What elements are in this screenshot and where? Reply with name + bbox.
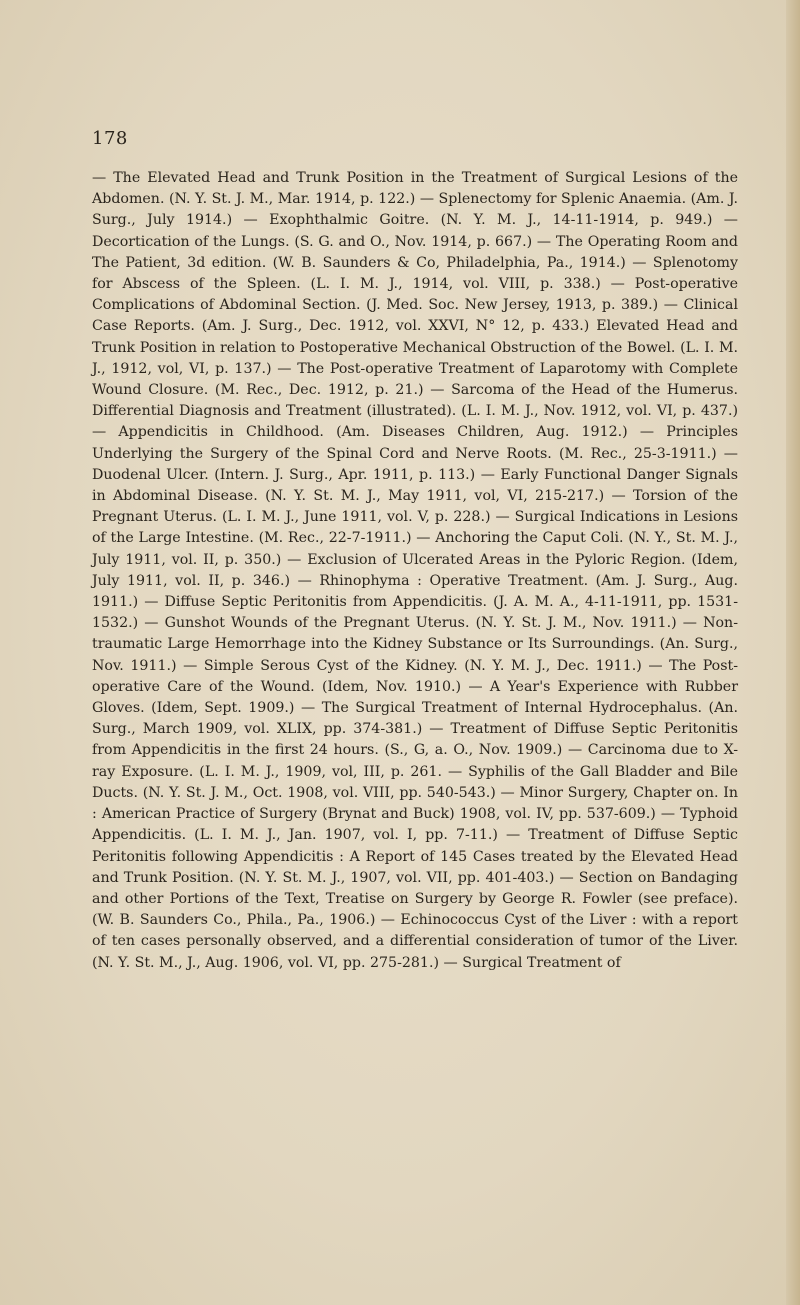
bibliography-text: — The Elevated Head and Trunk Position in the Treatment of Surgical Lesions of the Abdomen. (N. Y. St. J. M., Mar. 1914, p. 122.) — Splenectomy for Splenic Anaemia. (Am. J. Surg., July 1914.) — Exophthalmic Goitre. (N. Y. M. J., 14-11-1914, p. 949.) — Decortication of the Lungs. (S. G. and O., Nov. 1914, p. 667.) — The Operating Room and The Patient, 3d edition. (W. B. Saunders & Co, Philadelphia, Pa., 1914.) — Splenotomy for Abscess of the Spleen. (L. I. M. J., 1914, vol. VIII, p. 338.) — Post-operative Complications of Abdominal Section. (J. Med. Soc. New Jersey, 1913, p. 389.) — Clinical Case Reports. (Am. J. Surg., Dec. 1912, vol. XXVI, N° 12, p. 433.) Elevated Head and Trunk Position in relation to Postoperative Mechanical Obstruction of the Bowel. (L. I. M. J., 1912, vol, VI, p. 137.) — The Post-operative Treatment of Laparotomy with Complete Wound Closure. (M. Rec., Dec. 1912, p. 21.) — Sarcoma of the Head of the Humerus. Differential Diagnosis and Treatment (illustrated). (L. I. M. J., Nov. 1912, vol. VI, p. 437.) — Appendicitis in Childhood. (Am. Diseases Children, Aug. 1912.) — Principles Underlying the Surgery of the Spinal Cord and Nerve Roots. (M. Rec., 25-3-1911.) — Duodenal Ulcer. (Intern. J. Surg., Apr. 1911, p. 113.) — Early Functional Danger Signals in Abdominal Disease. (N. Y. St. M. J., May 1911, vol, VI, 215-217.) — Torsion of the Pregnant Uterus. (L. I. M. J., June 1911, vol. V, p. 228.) — Surgical Indications in Lesions of the Large Intestine. (M. Rec., 22-7-1911.) — Anchoring the Caput Coli. (N. Y., St. M. J., July 1911, vol. II, p. 350.) — Exclusion of Ulcerated Areas in the Pyloric Region. (Idem, July 1911, vol. II, p. 346.) — Rhinophyma : Operative Treatment. (Am. J. Surg., Aug. 1911.) — Diffuse Septic Peritonitis from Appendicitis. (J. A. M. A., 4-11-1911, pp. 1531-1532.) — Gunshot Wounds of the Pregnant Uterus. (N. Y. St. J. M., Nov. 1911.) — Non-traumatic Large Hemorrhage into the Kidney Substance or Its Surroundings. (An. Surg., Nov. 1911.) — Simple Serous Cyst of the Kidney. (N. Y. M. J., Dec. 1911.) — The Post-operative Care of the Wound. (Idem, Nov. 1910.) — A Year's Experience with Rubber Gloves. (Idem, Sept. 1909.) — The Surgical Treatment of Internal Hydrocephalus. (An. Surg., March 1909, vol. XLIX, pp. 374-381.) — Treatment of Diffuse Septic Peritonitis from Appendicitis in the first 24 hours. (S., G, a. O., Nov. 1909.) — Carcinoma due to X-ray Exposure. (L. I. M. J., 1909, vol, III, p. 261. — Syphilis of the Gall Bladder and Bile Ducts. (N. Y. St. J. M., Oct. 1908, vol. VIII, pp. 540-543.) — Minor Surgery, Chapter on. In : American Practice of Surgery (Brynat and Buck) 1908, vol. IV, pp. 537-609.) — Typhoid Appendicitis. (L. I. M. J., Jan. 1907, vol. I, pp. 7-11.) — Treatment of Diffuse Septic Peritonitis following Appendicitis : A Report of 145 Cases treated by the Elevated Head and Trunk Position. (N. Y. St. M. J., 1907, vol. VII, pp. 401-403.) — Section on Bandaging and other Portions of the Text, Treatise on Surgery by George R. Fowler (see preface). (W. B. Saunders Co., Phila., Pa., 1906.) — Echinococcus Cyst of the Liver : with a report of ten cases personally observed, and a differential consideration of tumor of the Liver. (N. Y. St. M., J., Aug. 1906, vol. VI, pp. 275-281.) — Surgical Treatment of [92,170,738,971]
page-edge [786,0,800,1305]
page-number: 178 [92,128,128,149]
